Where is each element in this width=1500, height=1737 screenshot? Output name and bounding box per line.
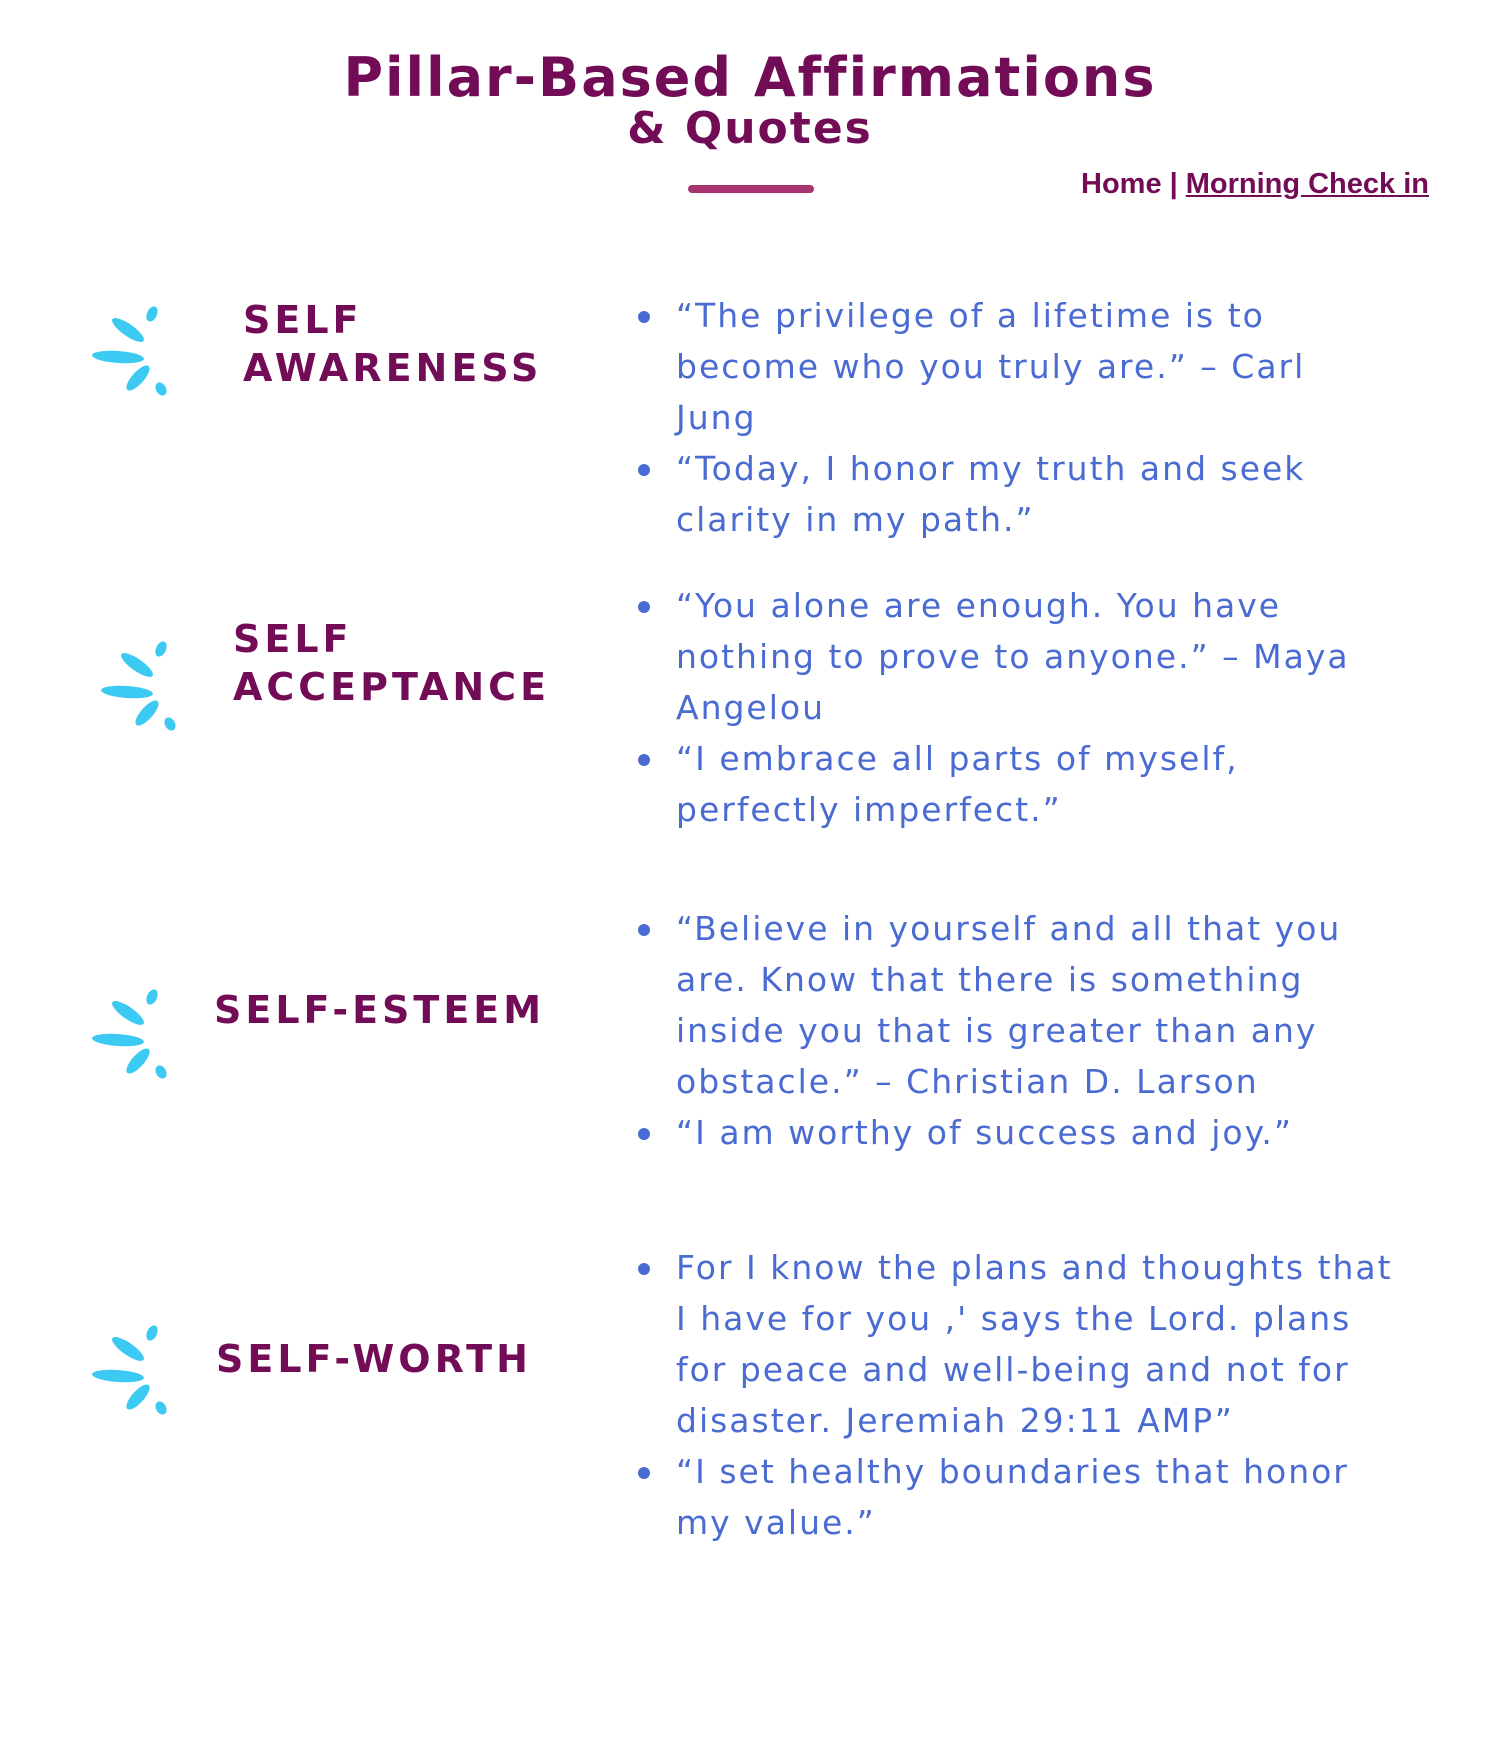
quote-list-self-esteem bbox=[638, 903, 1398, 1158]
pillar-title-line: SELF-WORTH bbox=[216, 1337, 532, 1381]
quote-item: “I set healthy boundaries that honor my value.” bbox=[638, 1446, 1398, 1548]
pillar-title-self-awareness bbox=[243, 296, 542, 392]
page-title-line2: & Quotes bbox=[627, 103, 873, 154]
pillar-title-self-worth bbox=[216, 1335, 532, 1383]
sparkle-burst-icon bbox=[90, 303, 180, 399]
title-underline bbox=[688, 185, 814, 193]
pillar-title-line: AWARENESS bbox=[243, 346, 543, 390]
page-title-line1: Pillar-Based Affirmations bbox=[343, 46, 1157, 109]
quote-item: “Believe in yourself and all that you are. Know that there is something inside you that is greater than any obstacle.” – Christian D. Larson bbox=[638, 903, 1398, 1107]
pillar-title-self-esteem bbox=[214, 986, 545, 1034]
pillar-title-line: ACCEPTANCE bbox=[233, 665, 551, 709]
nav-separator: | bbox=[1169, 168, 1178, 200]
sparkle-burst-icon bbox=[99, 638, 189, 734]
pillar-title-line: SELF bbox=[243, 298, 363, 342]
quote-item: For I know the plans and thoughts that I have for you ,' says the Lord. plans for peace and well-being and not for disaster. Jeremiah 29:11 AMP” bbox=[638, 1242, 1398, 1446]
quote-item: “The privilege of a lifetime is to become who you truly are.” – Carl Jung bbox=[638, 290, 1398, 443]
quote-list-self-acceptance bbox=[638, 580, 1398, 835]
nav-morning-check-in-link[interactable]: Morning Check in bbox=[1185, 168, 1429, 200]
quote-list-self-worth bbox=[638, 1242, 1398, 1548]
quote-item: “I am worthy of success and joy.” bbox=[638, 1107, 1398, 1158]
quote-list-self-awareness bbox=[638, 290, 1398, 545]
pillar-title-self-acceptance bbox=[233, 615, 550, 711]
quote-item: “I embrace all parts of myself, perfectly imperfect.” bbox=[638, 733, 1398, 835]
sparkle-burst-icon bbox=[90, 986, 180, 1082]
nav-home-link[interactable]: Home bbox=[1081, 168, 1162, 200]
quote-item: “Today, I honor my truth and seek clarity in my path.” bbox=[638, 443, 1398, 545]
quote-item: “You alone are enough. You have nothing to prove to anyone.” – Maya Angelou bbox=[638, 580, 1398, 733]
pillar-title-line: SELF bbox=[233, 617, 353, 661]
sparkle-burst-icon bbox=[90, 1322, 180, 1418]
pillar-title-line: SELF-ESTEEM bbox=[214, 988, 546, 1032]
top-nav bbox=[1081, 166, 1429, 202]
